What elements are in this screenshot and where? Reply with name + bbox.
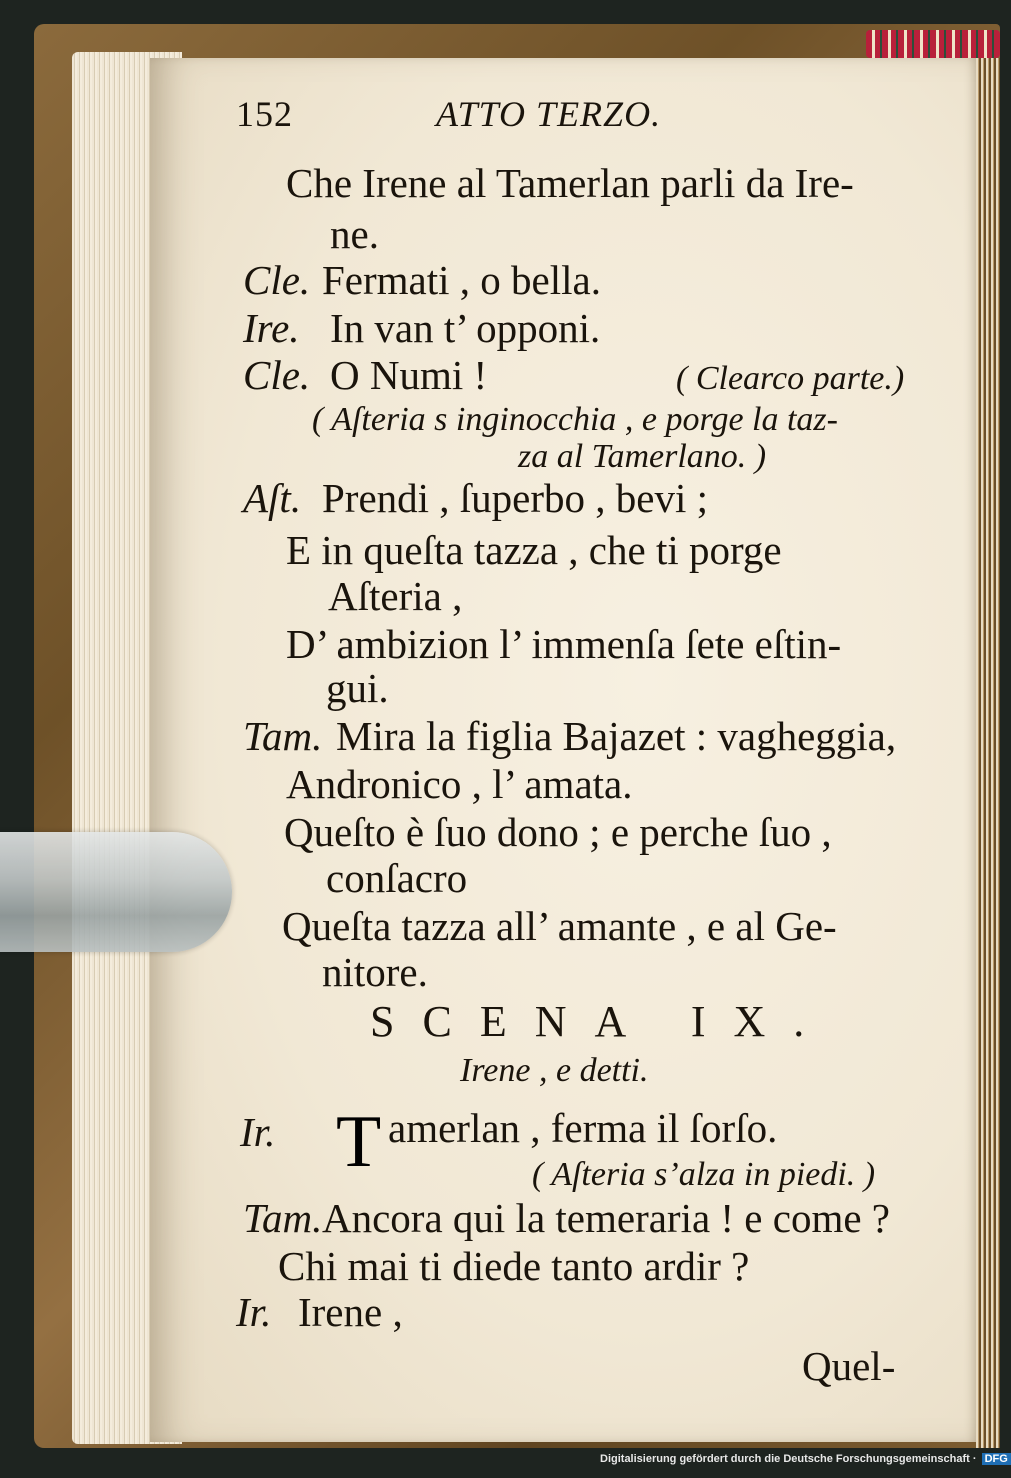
dfg-logo: DFG — [982, 1453, 1011, 1465]
text-line: Fermati , o bella. — [322, 257, 601, 303]
text-line: Chi mai ti diede tanto ardir ? — [278, 1243, 750, 1289]
text-line: Queſto è ſuo dono ; e perche ſuo , — [284, 809, 832, 855]
headband — [866, 30, 1000, 58]
text-line: nitore. — [322, 949, 428, 995]
speaker-label: Ir. — [240, 1109, 276, 1155]
speaker-label: Cle. — [243, 257, 311, 303]
speaker-label: Ir. — [236, 1289, 272, 1335]
text-line: Queſta tazza all’ amante , e al Ge- — [282, 903, 837, 949]
text-line: In van t’ opponi. — [330, 305, 601, 351]
speaker-label: Tam. — [243, 1195, 323, 1241]
scene-heading: SCENA IX. — [370, 997, 833, 1046]
speaker-label: Aſt. — [243, 475, 302, 521]
text-line: amerlan , ferma il ſorſo. — [388, 1105, 778, 1151]
text-line: Prendi , ſuperbo , bevi ; — [322, 475, 709, 521]
stage-direction: ( Clearco parte.) — [676, 360, 905, 397]
speaker-label: Ire. — [243, 305, 300, 351]
scene-persons: Irene , e detti. — [460, 1052, 649, 1089]
page-holder — [0, 832, 232, 952]
text-line: O Numi ! — [330, 352, 488, 398]
text-line: Irene , — [298, 1289, 403, 1335]
stage-direction: ( Aſteria s inginocchia , e porge la taz- — [312, 401, 838, 438]
catchword: Quel- — [802, 1343, 896, 1389]
text-line: conſacro — [326, 855, 468, 901]
stage-direction: za al Tamerlano. ) — [518, 438, 767, 475]
footer-credit — [600, 1453, 1011, 1465]
text-line: ne. — [330, 211, 379, 257]
text-line: Che Irene al Tamerlan parli da Ire- — [286, 160, 854, 206]
text-line: Ancora qui la temeraria ! e come ? — [322, 1195, 890, 1241]
text-line: D’ ambizion l’ immenſa ſete eſtin- — [286, 621, 842, 667]
text-line: Aſteria , — [328, 573, 463, 619]
footer-text: Digitalisierung gefördert durch die Deutsche Forschungsgemeinschaft · — [600, 1453, 977, 1465]
stage-direction: ( Aſteria s’alza in piedi. ) — [532, 1156, 876, 1193]
text-line: gui. — [326, 665, 389, 711]
text-line: Mira la figlia Bajazet : vagheggia, — [336, 713, 897, 759]
speaker-label: Cle. — [243, 352, 311, 398]
page-number: 152 — [236, 94, 293, 134]
speaker-label: Tam. — [243, 713, 323, 759]
text-line: E in queſta tazza , che ti porge — [286, 527, 782, 573]
page-edges-right — [976, 58, 1000, 1448]
text-line: Andronico , l’ amata. — [286, 761, 633, 807]
running-title: ATTO TERZO. — [436, 94, 662, 134]
drop-cap: T — [336, 1101, 382, 1183]
